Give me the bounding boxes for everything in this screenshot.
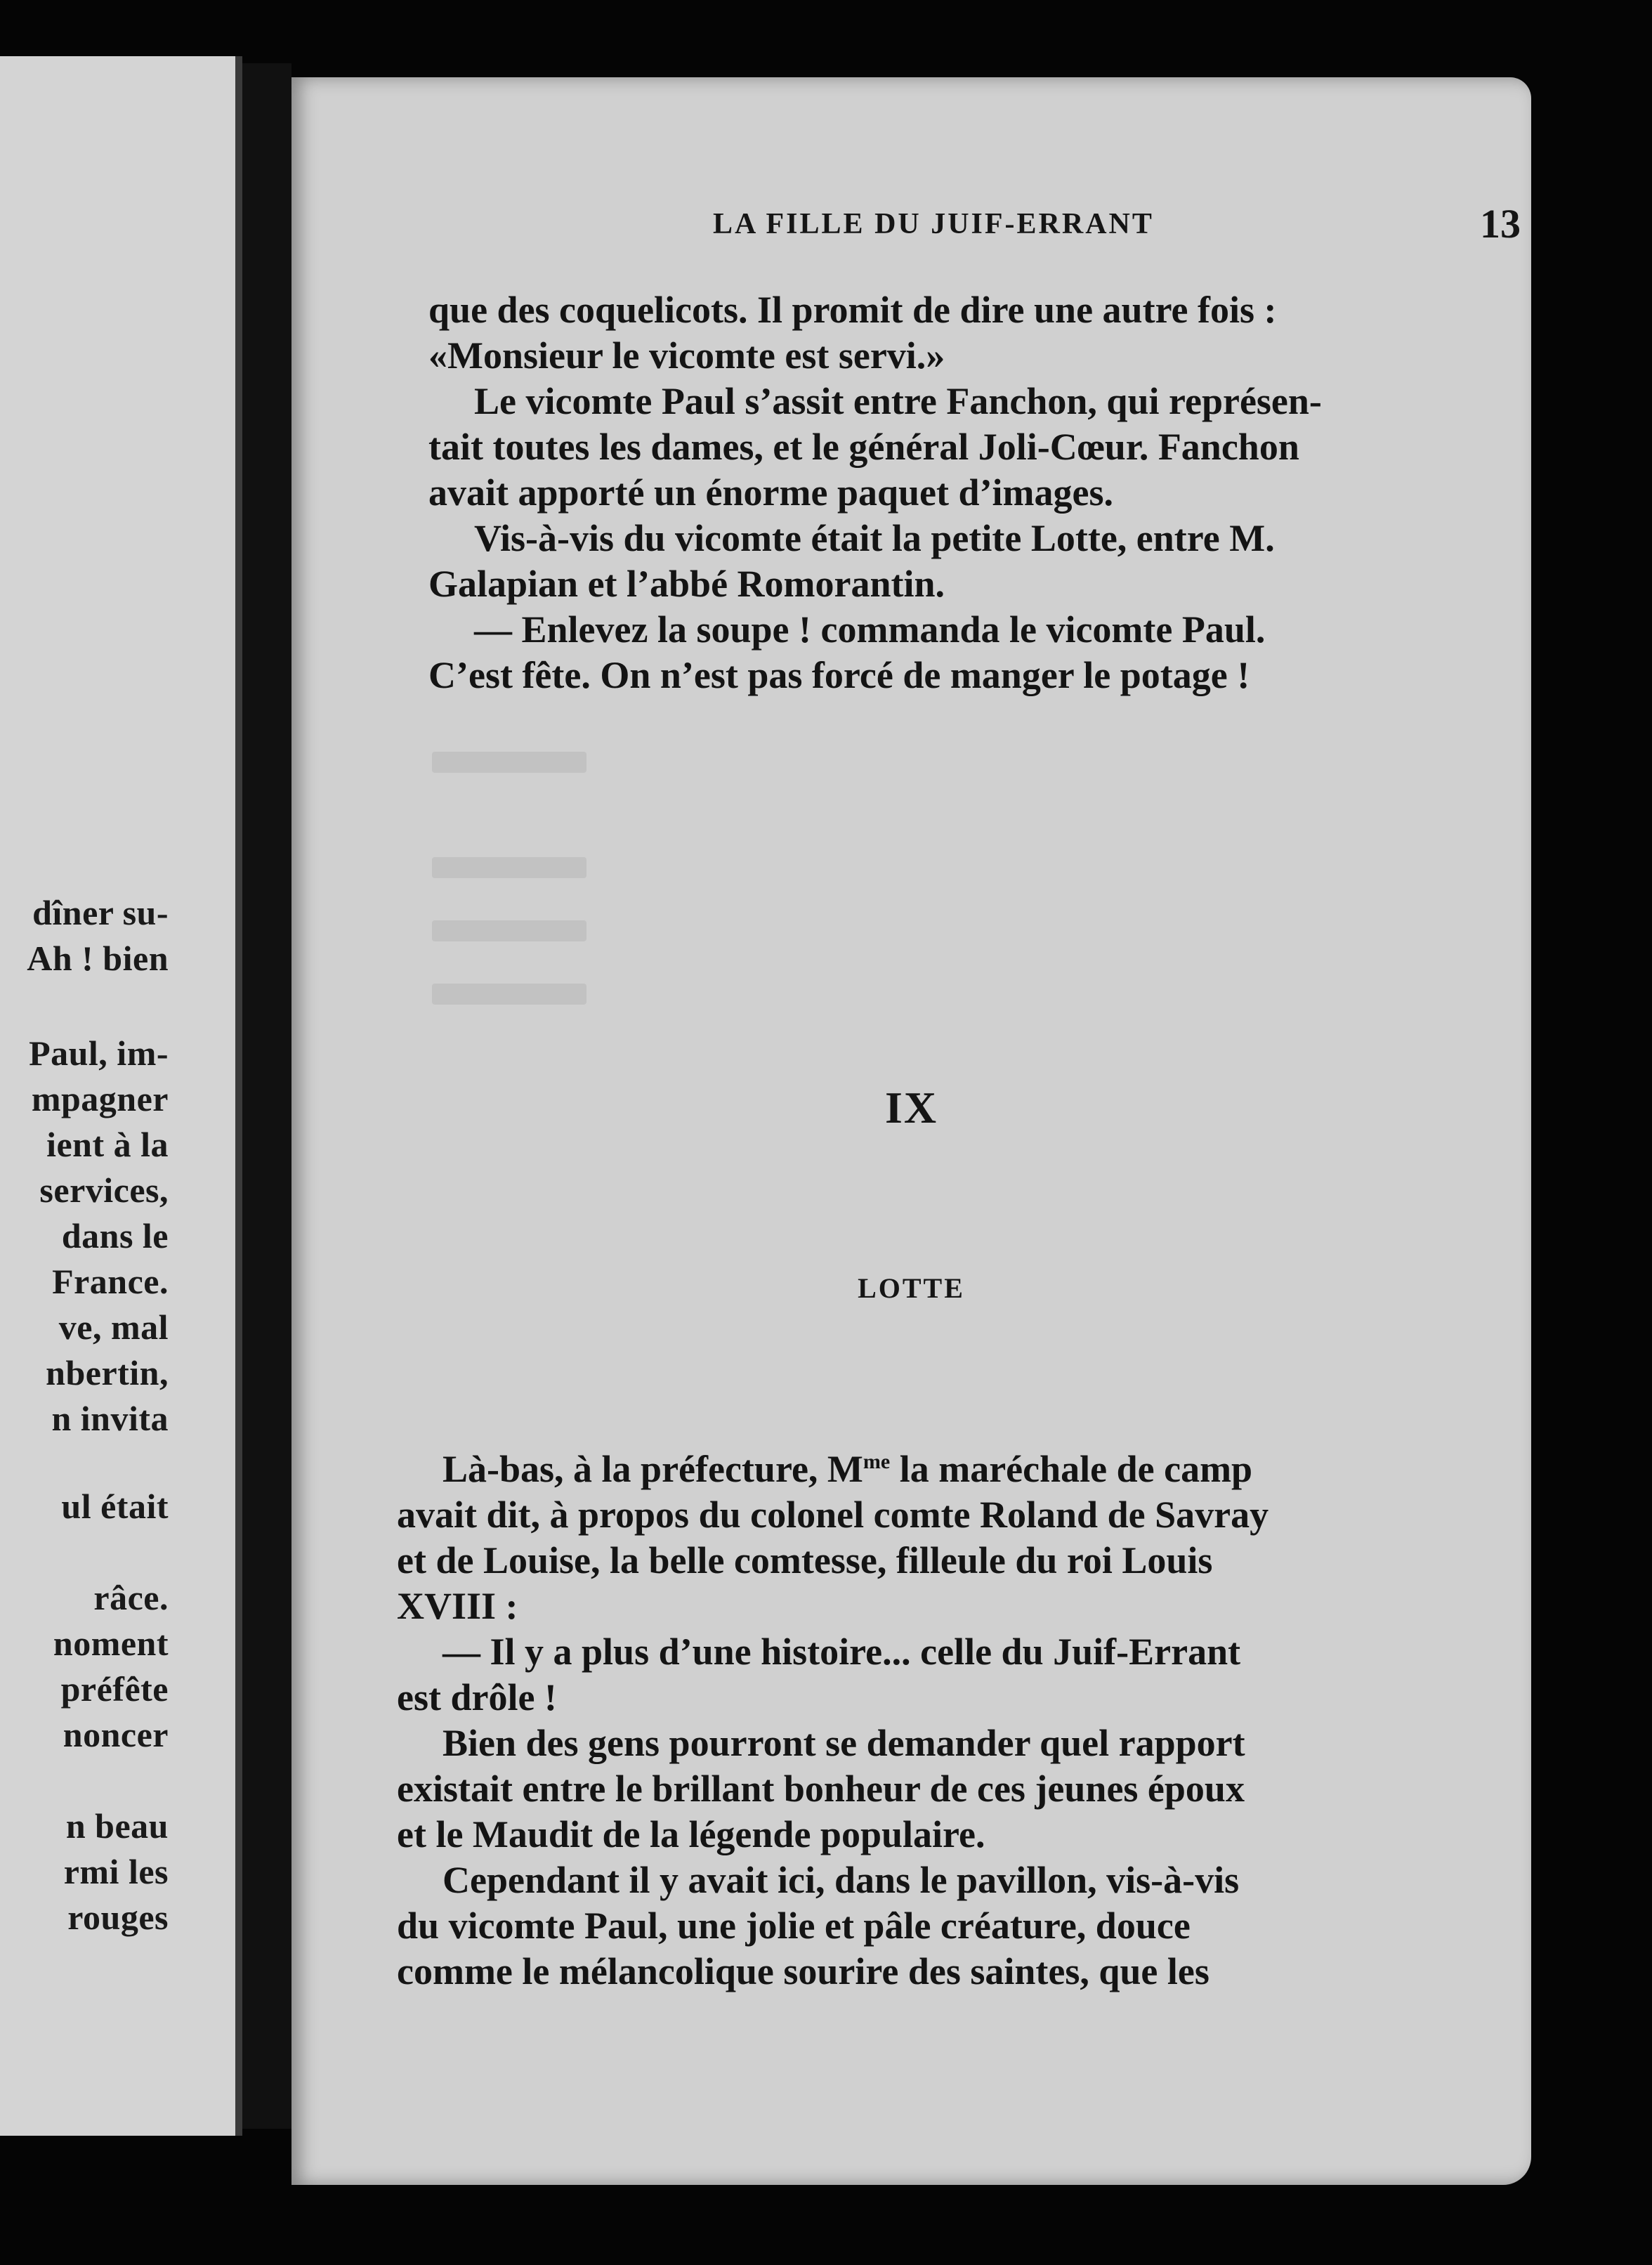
text-line: avait dit, à propos du colonel comte Roland de Savray [397,1494,1269,1536]
left-line: préfête [60,1669,169,1709]
left-line: râce. [93,1578,169,1617]
text-line [442,1447,1514,1491]
text-line: Cependant il y avait ici, dans le pavillon, vis-à-vis [442,1859,1240,1901]
left-line: nbertin, [46,1353,169,1392]
bleed-through-mark [432,857,586,878]
running-title: LA FILLE DU JUIF-ERRANT [713,208,1154,240]
text-line: est drôle ! [397,1676,557,1718]
text-line: XVIII : [397,1585,518,1627]
left-line: mpagner [31,1079,169,1118]
text-line: tait toutes les dames, et le général Joli-Cœur. Fanchon [428,426,1299,468]
bleed-through-mark [432,752,586,773]
text-fragment: Là-bas, à la préfecture, M [442,1448,863,1490]
left-line: France. [52,1262,169,1301]
left-line: rouges [67,1898,169,1937]
left-line: dans le [61,1216,169,1255]
bleed-through-mark [432,984,586,1005]
chapter-title: LOTTE [858,1272,965,1304]
left-line: rmi les [63,1852,169,1891]
page-number: 13 [1480,201,1521,247]
left-facing-page [0,56,242,2136]
text-line: avait apporté un énorme paquet d’images. [428,471,1113,514]
left-page-text [0,56,235,2136]
left-line: noncer [63,1715,169,1754]
text-line: Bien des gens pourront se demander quel rapport [442,1722,1245,1764]
left-line: Ah ! bien [27,939,169,978]
bleed-through-mark [432,920,586,941]
right-page [291,77,1531,2185]
running-header [713,200,1521,256]
text-line: et le Maudit de la légende populaire. [397,1813,985,1855]
left-line: Paul, im- [29,1033,169,1073]
text-line: — Enlevez la soupe ! commanda le vicomte Paul. [474,608,1266,651]
text-line: — Il y a plus d’une histoire... celle du Juif-Errant [442,1631,1241,1673]
text-line: Galapian et l’abbé Romorantin. [428,563,945,605]
text-line: Le vicomte Paul s’assit entre Fanchon, qui représen- [474,380,1322,422]
text-line: du vicomte Paul, une jolie et pâle créature, douce [397,1905,1191,1947]
text-line: «Monsieur le vicomte est servi.» [428,334,945,377]
left-line: noment [53,1624,169,1663]
left-line: dîner su- [32,893,169,932]
left-line: ul était [61,1487,169,1526]
text-line: et de Louise, la belle comtesse, filleule du roi Louis [397,1539,1213,1581]
book-gutter [242,63,291,2129]
chapter-number: IX [884,1083,938,1132]
text-line: comme le mélancolique sourire des saintes, que les [397,1950,1210,1992]
text-fragment: la maréchale de camp [890,1448,1253,1490]
left-line: n beau [65,1806,169,1846]
text-line: existait entre le brillant bonheur de ces jeunes époux [397,1768,1245,1810]
text-line: que des coquelicots. Il promit de dire une autre fois : [428,289,1277,331]
left-line: n invita [51,1399,169,1438]
left-line: ient à la [46,1125,169,1164]
superscript: me [863,1450,891,1473]
left-line: services, [39,1170,169,1210]
text-line: Vis-à-vis du vicomte était la petite Lotte, entre M. [474,517,1275,559]
left-line: ve, mal [58,1307,169,1347]
text-line: C’est fête. On n’est pas forcé de manger le potage ! [428,654,1250,696]
